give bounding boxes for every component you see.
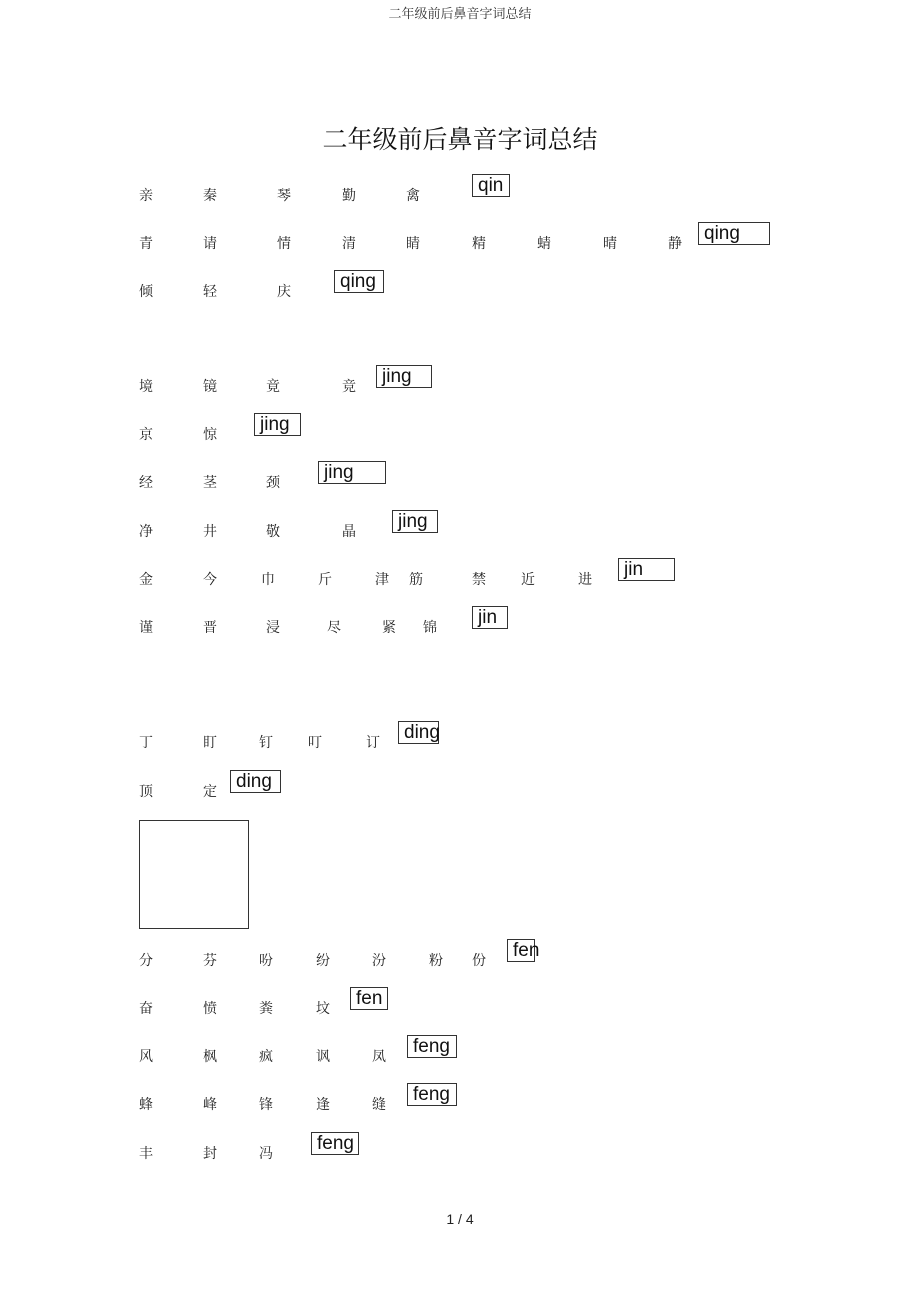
word-row (0, 366, 920, 401)
hanzi-char: 吩 (259, 953, 273, 969)
word-row (0, 607, 920, 642)
hanzi-char: 筋 (409, 572, 423, 588)
hanzi-char: 汾 (372, 953, 386, 969)
hanzi-char: 定 (203, 784, 217, 800)
word-row (0, 1133, 920, 1168)
pinyin-box: jing (254, 413, 301, 436)
hanzi-char: 巾 (261, 572, 275, 588)
hanzi-char: 精 (472, 236, 486, 252)
hanzi-char: 京 (139, 427, 153, 443)
hanzi-char: 禽 (406, 188, 420, 204)
hanzi-char: 叮 (308, 735, 322, 751)
hanzi-char: 井 (203, 524, 217, 540)
hanzi-char: 晶 (342, 524, 356, 540)
hanzi-char: 逢 (316, 1097, 330, 1113)
hanzi-char: 钉 (259, 735, 273, 751)
pinyin-box: jing (318, 461, 386, 484)
hanzi-char: 缝 (372, 1097, 386, 1113)
word-row (0, 462, 920, 497)
hanzi-char: 睛 (406, 236, 420, 252)
hanzi-char: 亲 (139, 188, 153, 204)
hanzi-char: 顶 (139, 784, 153, 800)
word-row (0, 175, 920, 210)
pinyin-box: qing (698, 222, 770, 245)
hanzi-char: 尽 (327, 620, 341, 636)
hanzi-char: 粪 (259, 1001, 273, 1017)
hanzi-char: 疯 (259, 1049, 273, 1065)
pinyin-box: feng (407, 1083, 457, 1106)
word-row (0, 511, 920, 546)
hanzi-char: 进 (578, 572, 592, 588)
hanzi-char: 竟 (266, 379, 280, 395)
hanzi-char: 紧 (382, 620, 396, 636)
hanzi-char: 今 (203, 572, 217, 588)
word-row (0, 940, 920, 975)
hanzi-char: 晴 (603, 236, 617, 252)
hanzi-char: 轻 (203, 284, 217, 300)
hanzi-char: 锋 (259, 1097, 273, 1113)
word-row (0, 271, 920, 306)
hanzi-char: 斤 (318, 572, 332, 588)
page-title: 二年级前后鼻音字词总结 (322, 125, 598, 154)
hanzi-char: 蜻 (537, 236, 551, 252)
hanzi-char: 丰 (139, 1146, 153, 1162)
pinyin-box: ding (398, 721, 439, 744)
page-number: 1 / 4 (446, 1211, 474, 1227)
pinyin-box: ding (230, 770, 281, 793)
pinyin-box: fen (350, 987, 388, 1010)
hanzi-char: 奋 (139, 1001, 153, 1017)
hanzi-char: 倾 (139, 284, 153, 300)
hanzi-char: 讽 (316, 1049, 330, 1065)
hanzi-char: 盯 (203, 735, 217, 751)
hanzi-char: 愤 (203, 1001, 217, 1017)
pinyin-box: jin (472, 606, 508, 629)
hanzi-char: 经 (139, 475, 153, 491)
word-row (0, 722, 920, 757)
hanzi-char: 风 (139, 1049, 153, 1065)
word-row (0, 414, 920, 449)
empty-box (139, 820, 249, 929)
hanzi-char: 芬 (203, 953, 217, 969)
word-row (0, 1036, 920, 1071)
hanzi-char: 金 (139, 572, 153, 588)
pinyin-box: feng (407, 1035, 457, 1058)
hanzi-char: 清 (342, 236, 356, 252)
hanzi-char: 静 (668, 236, 682, 252)
hanzi-char: 谨 (139, 620, 153, 636)
page-header: 二年级前后鼻音字词总结 (388, 7, 532, 22)
pinyin-box: jing (376, 365, 432, 388)
hanzi-char: 情 (277, 236, 291, 252)
hanzi-char: 庆 (277, 284, 291, 300)
hanzi-char: 锦 (423, 620, 437, 636)
word-row (0, 988, 920, 1023)
hanzi-char: 峰 (203, 1097, 217, 1113)
hanzi-char: 坟 (316, 1001, 330, 1017)
hanzi-char: 分 (139, 953, 153, 969)
hanzi-char: 蜂 (139, 1097, 153, 1113)
hanzi-char: 津 (375, 572, 389, 588)
word-row (0, 223, 920, 258)
pinyin-box: qin (472, 174, 510, 197)
hanzi-char: 枫 (203, 1049, 217, 1065)
hanzi-char: 勤 (342, 188, 356, 204)
hanzi-char: 冯 (259, 1146, 273, 1162)
hanzi-char: 份 (472, 953, 486, 969)
hanzi-char: 订 (366, 735, 380, 751)
hanzi-char: 竞 (342, 379, 356, 395)
hanzi-char: 境 (139, 379, 153, 395)
word-row (0, 1084, 920, 1119)
hanzi-char: 封 (203, 1146, 217, 1162)
pinyin-box: jin (618, 558, 675, 581)
hanzi-char: 请 (203, 236, 217, 252)
hanzi-char: 纷 (316, 953, 330, 969)
hanzi-char: 粉 (429, 953, 443, 969)
word-row (0, 771, 920, 806)
hanzi-char: 浸 (266, 620, 280, 636)
hanzi-char: 凤 (372, 1049, 386, 1065)
hanzi-char: 秦 (203, 188, 217, 204)
hanzi-char: 青 (139, 236, 153, 252)
hanzi-char: 镜 (203, 379, 217, 395)
hanzi-char: 晋 (203, 620, 217, 636)
hanzi-char: 丁 (139, 735, 153, 751)
hanzi-char: 茎 (203, 475, 217, 491)
hanzi-char: 净 (139, 524, 153, 540)
hanzi-char: 琴 (277, 188, 291, 204)
pinyin-box: jing (392, 510, 438, 533)
pinyin-box: qing (334, 270, 384, 293)
hanzi-char: 敬 (266, 524, 280, 540)
hanzi-char: 禁 (472, 572, 486, 588)
pinyin-box: fen (507, 939, 535, 962)
pinyin-box: feng (311, 1132, 359, 1155)
hanzi-char: 近 (521, 572, 535, 588)
hanzi-char: 惊 (203, 427, 217, 443)
word-row (0, 559, 920, 594)
hanzi-char: 颈 (266, 475, 280, 491)
